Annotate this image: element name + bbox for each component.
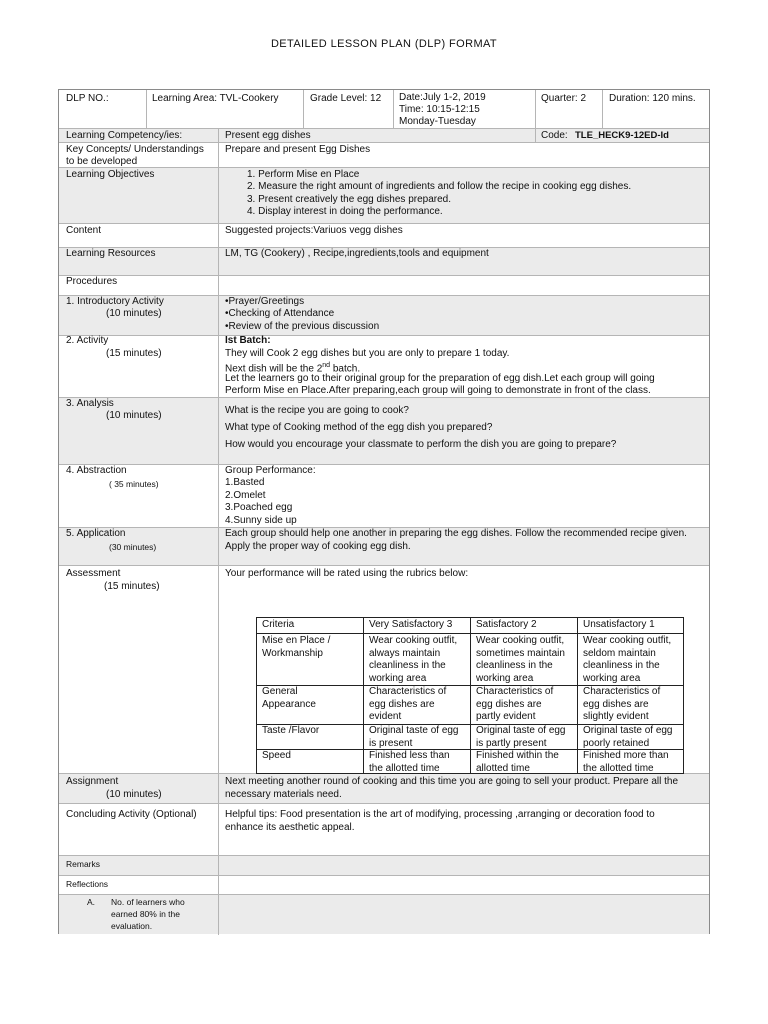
assignment-minutes: (10 minutes) [106, 789, 162, 800]
reflection-a-line: evaluation. [111, 921, 153, 931]
lesson-date: Date:July 1-2, 2019 [399, 92, 486, 103]
row-divider [59, 565, 709, 566]
objectives-label: Learning Objectives [66, 169, 155, 180]
rubric-table [256, 617, 684, 774]
abstraction-item: 2.Omelet [225, 490, 266, 501]
rubric-cell: Characteristics of egg dishes are evident [369, 686, 447, 722]
rubric-col-divider [577, 618, 578, 773]
row-divider [59, 894, 709, 895]
lesson-days: Monday-Tuesday [399, 116, 476, 127]
row-divider [59, 275, 709, 276]
col-divider [535, 128, 536, 142]
col-divider [303, 90, 304, 128]
content-value: Suggested projects:Variuos vegg dishes [225, 225, 403, 236]
content-label: Content [66, 225, 102, 236]
concluding-line: enhance its aesthetic appeal. [225, 822, 355, 833]
key-concepts-label: Key Concepts/ Understandings [66, 144, 204, 155]
assignment-line: necessary materials need. [225, 789, 342, 800]
objective-item: 2. Measure the right amount of ingredients and follow the recipe in cooking egg dishes. [247, 181, 632, 192]
rubric-cell: Finished within the allotted time [476, 750, 559, 774]
activity-line-sup: nd [322, 362, 331, 369]
intro-minutes: (10 minutes) [106, 308, 162, 319]
row-shade [59, 855, 709, 875]
row-divider [59, 464, 709, 465]
analysis-question: What is the recipe you are going to cook? [225, 405, 409, 416]
objective-item: 3. Present creatively the egg dishes prepared. [247, 194, 452, 205]
col-divider [218, 128, 219, 935]
grade-level: Grade Level: 12 [310, 93, 382, 104]
assessment-label: Assessment [66, 568, 121, 579]
rubric-cell: Speed [262, 750, 291, 761]
row-divider [59, 335, 709, 336]
abstraction-item: 3.Poached egg [225, 502, 293, 513]
objective-item: 4. Display interest in doing the performance. [247, 206, 443, 217]
rubric-cell: Wear cooking outfit, always maintain cleanliness in the working area [369, 635, 458, 684]
reflection-a-line: No. of learners who [111, 897, 185, 907]
competency-value: Present egg dishes [225, 130, 311, 141]
activity-batch: Ist Batch: [225, 335, 271, 346]
code-label: Code: [541, 130, 568, 141]
activity-line-end: batch. [330, 363, 361, 375]
rubric-cell: Original taste of egg poorly retained [583, 725, 673, 749]
resources-value: LM, TG (Cookery) , Recipe,ingredients,tools and equipment [225, 248, 489, 259]
rubric-cell: Mise en Place / Workmanship [262, 635, 331, 659]
rubric-col-divider [363, 618, 364, 773]
rubric-header: Very Satisfactory 3 [369, 619, 453, 630]
code-value: TLE_HECK9-12ED-Id [575, 130, 669, 141]
reflections-label: Reflections [66, 879, 109, 889]
col-divider [535, 90, 536, 128]
col-divider [393, 90, 394, 128]
concluding-label: Concluding Activity (Optional) [66, 809, 197, 820]
rubric-header: Satisfactory 2 [476, 619, 537, 630]
rubric-cell: Finished less than the allotted time [369, 750, 450, 774]
competency-label: Learning Competency/ies: [66, 130, 183, 141]
key-concepts-label-2: to be developed [66, 156, 138, 167]
assessment-intro: Your performance will be rated using the rubrics below: [225, 568, 469, 579]
col-divider [602, 90, 603, 128]
row-divider [59, 875, 709, 876]
rubric-cell: Characteristics of egg dishes are slightly evident [583, 686, 661, 722]
rubric-cell: Finished more than the allotted time [583, 750, 669, 774]
key-concepts-value: Prepare and present Egg Dishes [225, 144, 371, 155]
intro-item: •Checking of Attendance [225, 308, 335, 319]
row-divider [59, 128, 709, 129]
intro-item: •Prayer/Greetings [225, 296, 305, 307]
rubric-cell: Original taste of egg is partly present [476, 725, 566, 749]
application-minutes: (30 minutes) [109, 542, 157, 552]
quarter: Quarter: 2 [541, 93, 587, 104]
rubric-cell: Taste /Flavor [262, 725, 320, 736]
abstraction-label: 4. Abstraction [66, 465, 127, 476]
rubric-cell: Wear cooking outfit, seldom maintain cleanliness in the working area [583, 635, 672, 684]
application-line: Each group should help one another in preparing the egg dishes. Follow the recommended recipe given. [225, 528, 687, 539]
abstraction-minutes: ( 35 minutes) [109, 479, 159, 489]
activity-line: They will Cook 2 egg dishes but you are only to prepare 1 today. [225, 348, 510, 359]
reflection-a-letter: A. [87, 897, 96, 907]
row-divider [59, 855, 709, 856]
activity-line: Perform Mise en Place.After preparing,each group will going to demonstrate in front of the class. [225, 385, 651, 396]
reflection-a-line: earned 80% in the [111, 909, 180, 919]
col-divider [146, 90, 147, 128]
row-divider [59, 167, 709, 168]
analysis-label: 3. Analysis [66, 398, 114, 409]
rubric-cell: Characteristics of egg dishes are partly evident [476, 686, 554, 722]
rubric-header: Criteria [262, 619, 295, 630]
analysis-question: What type of Cooking method of the egg dish you prepared? [225, 422, 493, 433]
activity-minutes: (15 minutes) [106, 348, 162, 359]
intro-label: 1. Introductory Activity [66, 296, 164, 307]
assignment-line: Next meeting another round of cooking and this time you are going to sell your product. Prepare all the [225, 776, 679, 787]
activity-label: 2. Activity [66, 335, 109, 346]
rubric-cell: Original taste of egg is present [369, 725, 459, 749]
lesson-plan-table [58, 89, 710, 934]
rubric-header: Unsatisfactory 1 [583, 619, 655, 630]
concluding-line: Helpful tips: Food presentation is the art of modifying, processing ,arranging or decoration food to [225, 809, 655, 820]
activity-line-text: Next dish will be the 2 [225, 363, 323, 375]
assignment-label: Assignment [66, 776, 119, 787]
learning-area: Learning Area: TVL-Cookery [152, 93, 279, 104]
rubric-cell: General Appearance [262, 686, 316, 710]
lesson-time: Time: 10:15-12:15 [399, 104, 480, 115]
activity-line: Let the learners go to their original group for the preparation of egg dish.Let each group will going [225, 373, 655, 384]
row-divider [59, 223, 709, 224]
procedures-label: Procedures [66, 276, 118, 287]
resources-label: Learning Resources [66, 248, 156, 259]
application-line: Apply the proper way of cooking egg dish. [225, 541, 411, 552]
duration: Duration: 120 mins. [609, 93, 696, 104]
analysis-question: How would you encourage your classmate to perform the dish you are going to prepare? [225, 439, 617, 450]
objective-item: 1. Perform Mise en Place [247, 169, 360, 180]
row-divider [59, 803, 709, 804]
abstraction-item: 1.Basted [225, 477, 265, 488]
abstraction-heading: Group Performance: [225, 465, 316, 476]
remarks-label: Remarks [66, 859, 101, 869]
abstraction-item: 4.Sunny side up [225, 515, 297, 526]
dlp-no-label: DLP NO.: [66, 93, 109, 104]
rubric-cell: Wear cooking outfit, sometimes maintain cleanliness in the working area [476, 635, 565, 684]
rubric-col-divider [470, 618, 471, 773]
assessment-minutes: (15 minutes) [104, 581, 160, 592]
analysis-minutes: (10 minutes) [106, 410, 162, 421]
application-label: 5. Application [66, 528, 126, 539]
document-title: DETAILED LESSON PLAN (DLP) FORMAT [270, 38, 498, 50]
intro-item: •Review of the previous discussion [225, 321, 380, 332]
